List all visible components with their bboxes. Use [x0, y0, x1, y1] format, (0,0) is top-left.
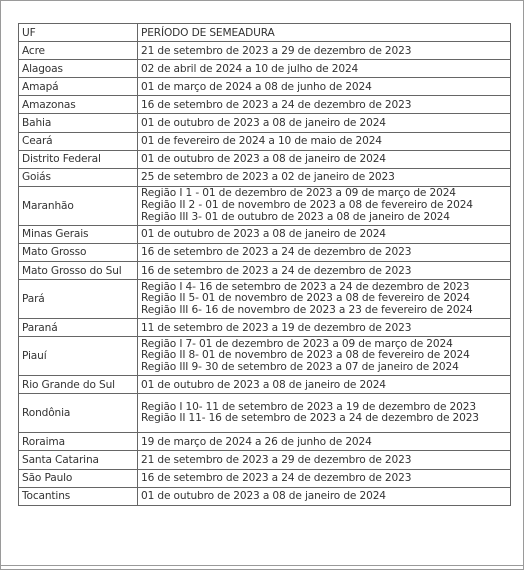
period-cell	[138, 451, 511, 469]
period-cell	[138, 186, 511, 225]
period-text: 01 de outubro de 2023 a 08 de janeiro de 2024	[141, 378, 386, 391]
uf-cell: Mato Grosso do Sul	[19, 262, 138, 280]
table-row	[19, 78, 511, 96]
table-row	[19, 280, 511, 319]
period-text: 16 de setembro de 2023 a 24 de dezembro de 2023	[141, 472, 412, 485]
table-row	[19, 487, 511, 505]
period-text: 01 de outubro de 2023 a 08 de janeiro de 2024	[141, 228, 386, 241]
period-cell	[138, 337, 511, 376]
period-text: 21 de setembro de 2023 a 29 de dezembro de 2023	[141, 453, 412, 466]
period-cell	[138, 225, 511, 243]
sowing-period-table	[18, 23, 511, 506]
period-text: 01 de fevereiro de 2024 a 10 de maio de 2024	[141, 135, 382, 148]
period-text: Região III 3- 01 de outubro de 2023 a 08 de janeiro de 2024	[141, 210, 450, 223]
uf-cell: Acre	[19, 42, 138, 60]
table-row	[19, 150, 511, 168]
period-cell	[138, 114, 511, 132]
uf-cell: Amazonas	[19, 96, 138, 114]
uf-cell: Amapá	[19, 78, 138, 96]
uf-cell: Roraima	[19, 433, 138, 451]
period-cell	[138, 60, 511, 78]
period-text: Região II 11- 16 de setembro de 2023 a 24 de dezembro de 2023	[141, 412, 479, 425]
uf-cell: Distrito Federal	[19, 150, 138, 168]
period-cell	[138, 150, 511, 168]
period-text: Região III 9- 30 de setembro de 2023 a 07 de janeiro de 2024	[141, 361, 459, 374]
table-row	[19, 168, 511, 186]
table-row	[19, 319, 511, 337]
period-cell	[138, 376, 511, 394]
uf-cell: Ceará	[19, 132, 138, 150]
uf-cell: Rio Grande do Sul	[19, 376, 138, 394]
period-cell	[138, 42, 511, 60]
uf-cell: Pará	[19, 280, 138, 319]
uf-cell: Maranhão	[19, 186, 138, 225]
uf-cell: Piauí	[19, 337, 138, 376]
period-cell	[138, 132, 511, 150]
period-cell	[138, 96, 511, 114]
header-uf: UF	[19, 24, 138, 42]
period-text: Região I 10- 11 de setembro de 2023 a 19 de dezembro de 2023	[141, 400, 476, 413]
period-text: 25 de setembro de 2023 a 02 de janeiro de 2023	[141, 171, 395, 184]
uf-cell: Paraná	[19, 319, 138, 337]
period-text: Região II 2 - 01 de novembro de 2023 a 08 de fevereiro de 2024	[141, 199, 473, 212]
table-row	[19, 96, 511, 114]
period-text: 01 de outubro de 2023 a 08 de janeiro de 2024	[141, 153, 386, 166]
period-cell	[138, 280, 511, 319]
period-text: 21 de setembro de 2023 a 29 de dezembro de 2023	[141, 44, 412, 57]
period-text: Região III 6- 16 de novembro de 2023 a 23 de fevereiro de 2024	[141, 303, 473, 316]
period-cell	[138, 433, 511, 451]
uf-cell: Goiás	[19, 168, 138, 186]
table-row	[19, 132, 511, 150]
table-row	[19, 186, 511, 225]
table-row	[19, 243, 511, 261]
period-text: 01 de outubro de 2023 a 08 de janeiro de 2024	[141, 117, 386, 130]
table-row	[19, 469, 511, 487]
table-row	[19, 394, 511, 433]
period-cell	[138, 469, 511, 487]
period-text: Região I 1 - 01 de dezembro de 2023 a 09 de março de 2024	[141, 187, 456, 200]
bottom-border-line	[0, 565, 524, 566]
uf-cell: Tocantins	[19, 487, 138, 505]
table-row	[19, 433, 511, 451]
period-text: 16 de setembro de 2023 a 24 de dezembro de 2023	[141, 264, 412, 277]
uf-cell: São Paulo	[19, 469, 138, 487]
period-text: Região I 4- 16 de setembro de 2023 a 24 de dezembro de 2023	[141, 280, 470, 293]
period-text: 01 de março de 2024 a 08 de junho de 2024	[141, 80, 372, 93]
table-row	[19, 451, 511, 469]
period-text: 19 de março de 2024 a 26 de junho de 2024	[141, 435, 372, 448]
uf-cell: Mato Grosso	[19, 243, 138, 261]
period-cell	[138, 78, 511, 96]
table-row	[19, 337, 511, 376]
period-text: Região II 5- 01 de novembro de 2023 a 08 de fevereiro de 2024	[141, 292, 470, 305]
period-text: 02 de abril de 2024 a 10 de julho de 2024	[141, 62, 359, 75]
uf-cell: Rondônia	[19, 394, 138, 433]
table-row	[19, 60, 511, 78]
table-row	[19, 376, 511, 394]
table-row	[19, 262, 511, 280]
uf-cell: Santa Catarina	[19, 451, 138, 469]
period-cell	[138, 168, 511, 186]
table-row	[19, 114, 511, 132]
period-cell	[138, 262, 511, 280]
period-text: 16 de setembro de 2023 a 24 de dezembro de 2023	[141, 98, 412, 111]
table-body	[19, 42, 511, 506]
period-text: Região I 7- 01 de dezembro de 2023 a 09 de março de 2024	[141, 337, 453, 350]
period-text: 16 de setembro de 2023 a 24 de dezembro de 2023	[141, 246, 412, 259]
period-cell	[138, 487, 511, 505]
period-text: 01 de outubro de 2023 a 08 de janeiro de 2024	[141, 490, 386, 503]
period-cell	[138, 319, 511, 337]
table-header-row	[19, 24, 511, 42]
period-cell	[138, 243, 511, 261]
period-text: 11 de setembro de 2023 a 19 de dezembro de 2023	[141, 321, 412, 334]
uf-cell: Alagoas	[19, 60, 138, 78]
period-text: Região II 8- 01 de novembro de 2023 a 08 de fevereiro de 2024	[141, 349, 470, 362]
table-row	[19, 225, 511, 243]
uf-cell: Bahia	[19, 114, 138, 132]
uf-cell: Minas Gerais	[19, 225, 138, 243]
header-periodo: PERÍODO DE SEMEADURA	[138, 24, 511, 42]
period-cell	[138, 394, 511, 433]
table-row	[19, 42, 511, 60]
